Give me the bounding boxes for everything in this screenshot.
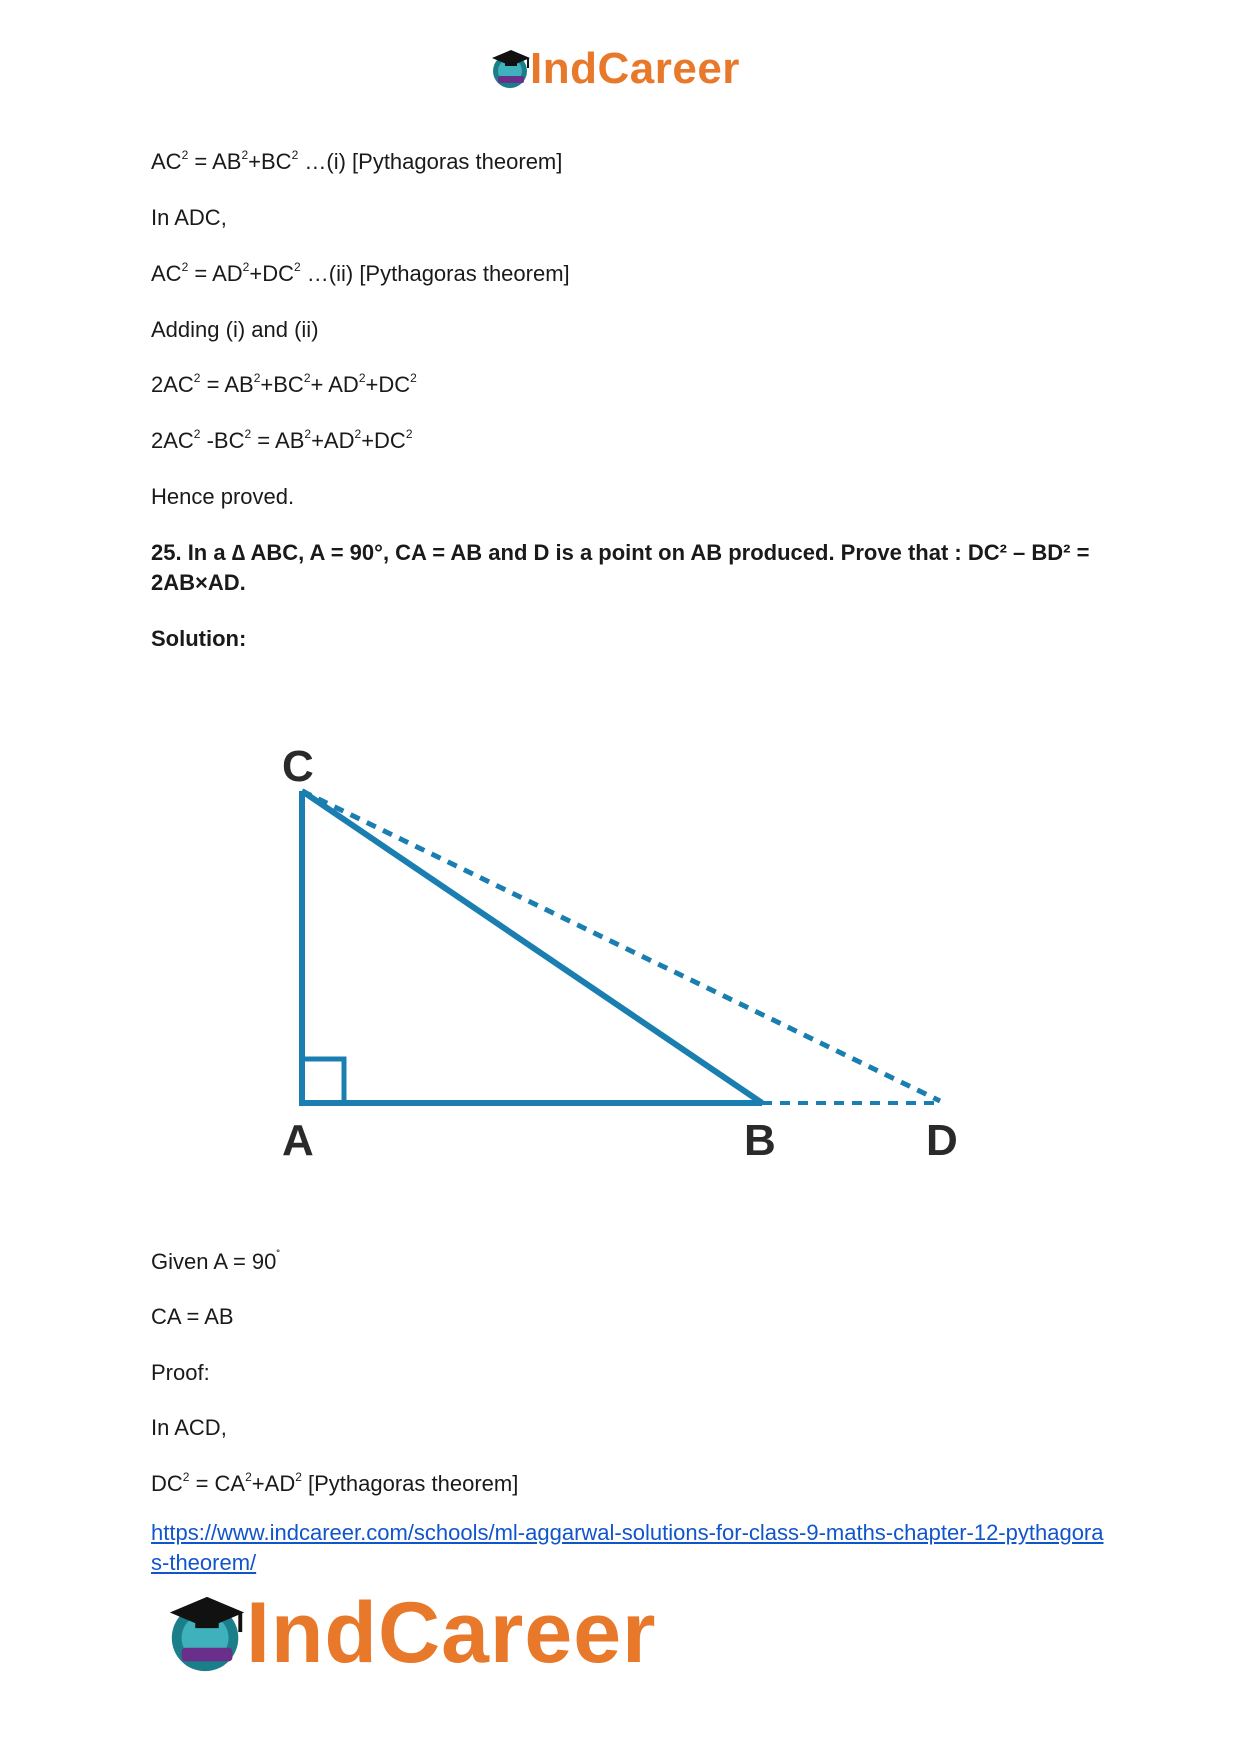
text: +DC bbox=[365, 372, 411, 397]
sup: 2 bbox=[244, 426, 252, 441]
text: …(i) [Pythagoras theorem] bbox=[298, 149, 563, 174]
text-line-7: Hence proved. bbox=[151, 484, 295, 509]
dashed-cd bbox=[302, 791, 940, 1101]
header-logo-text: IndCareer bbox=[530, 44, 740, 93]
text: = AB bbox=[251, 428, 305, 453]
sup: 2 bbox=[193, 370, 201, 385]
text: DC bbox=[151, 1471, 183, 1496]
text: + AD bbox=[310, 372, 359, 397]
sup: 2 bbox=[293, 259, 301, 274]
footer-logo-text: IndCareer bbox=[246, 1585, 657, 1681]
vertex-label-c: C bbox=[282, 742, 314, 791]
sup: 2 bbox=[405, 426, 413, 441]
text: Given A = 90 bbox=[151, 1249, 277, 1274]
proof-label: Proof: bbox=[151, 1360, 210, 1385]
sup: 2 bbox=[193, 426, 201, 441]
text-line-2: In ADC, bbox=[151, 205, 227, 230]
sup: 2 bbox=[358, 370, 366, 385]
given-line-2: CA = AB bbox=[151, 1304, 234, 1329]
graduation-cap-globe-icon bbox=[162, 1589, 252, 1679]
text: = AB bbox=[200, 372, 254, 397]
vertex-label-b: B bbox=[744, 1116, 776, 1165]
sup: 2 bbox=[303, 370, 311, 385]
footer-link[interactable]: https://www.indcareer.com/schools/ml-aggarwal-solutions-for-class-9-maths-chapter-12-pythagoras-theorem/ bbox=[151, 1520, 1104, 1575]
given-line-1 bbox=[151, 1248, 280, 1276]
equation-line-6 bbox=[151, 427, 413, 455]
text: +BC bbox=[248, 149, 292, 174]
text: +BC bbox=[260, 372, 304, 397]
sup: 2 bbox=[295, 1469, 302, 1484]
text: [Pythagoras theorem] bbox=[301, 1471, 519, 1496]
solution-heading: Solution: bbox=[151, 626, 247, 651]
degree-symbol: ˚ bbox=[276, 1247, 281, 1262]
sup: 2 bbox=[181, 259, 189, 274]
text: +AD bbox=[251, 1471, 296, 1496]
equation-line-3 bbox=[151, 260, 570, 288]
text: …(ii) [Pythagoras theorem] bbox=[300, 261, 570, 286]
text: +AD bbox=[311, 428, 355, 453]
text: +DC bbox=[249, 261, 294, 286]
footer-logo bbox=[162, 1586, 657, 1681]
text: -BC bbox=[200, 428, 245, 453]
text-line-4: Adding (i) and (ii) bbox=[151, 317, 319, 342]
text: 2AC bbox=[151, 428, 194, 453]
text: 2AC bbox=[151, 372, 194, 397]
header-logo bbox=[488, 40, 740, 98]
sup: 2 bbox=[245, 1469, 252, 1484]
text: +DC bbox=[361, 428, 406, 453]
proof-line-2 bbox=[151, 1470, 518, 1498]
sup: 2 bbox=[304, 426, 312, 441]
sup: 2 bbox=[182, 1469, 190, 1484]
equation-line-1 bbox=[151, 148, 562, 176]
sup: 2 bbox=[354, 426, 362, 441]
side-cb bbox=[302, 791, 762, 1103]
sup: 2 bbox=[253, 370, 261, 385]
text: = CA bbox=[189, 1471, 246, 1496]
vertex-label-a: A bbox=[282, 1116, 314, 1165]
triangle-diagram bbox=[270, 735, 990, 1175]
sup: 2 bbox=[242, 259, 250, 274]
sup: 2 bbox=[291, 147, 299, 162]
text: = AB bbox=[188, 149, 242, 174]
text: AC bbox=[151, 149, 182, 174]
sup: 2 bbox=[410, 370, 417, 385]
equation-line-5 bbox=[151, 371, 417, 399]
text: = AD bbox=[188, 261, 243, 286]
right-angle-marker bbox=[302, 1059, 344, 1103]
graduation-cap-globe-icon bbox=[488, 46, 534, 92]
vertex-label-d: D bbox=[926, 1116, 958, 1165]
question-heading: 25. In a ∆ ABC, A = 90°, CA = AB and D is a point on AB produced. Prove that : DC² – BD² = 2AB×AD. bbox=[151, 540, 1090, 595]
text: AC bbox=[151, 261, 182, 286]
sup: 2 bbox=[181, 147, 189, 162]
sup: 2 bbox=[241, 147, 249, 162]
proof-line-1: In ACD, bbox=[151, 1415, 227, 1440]
